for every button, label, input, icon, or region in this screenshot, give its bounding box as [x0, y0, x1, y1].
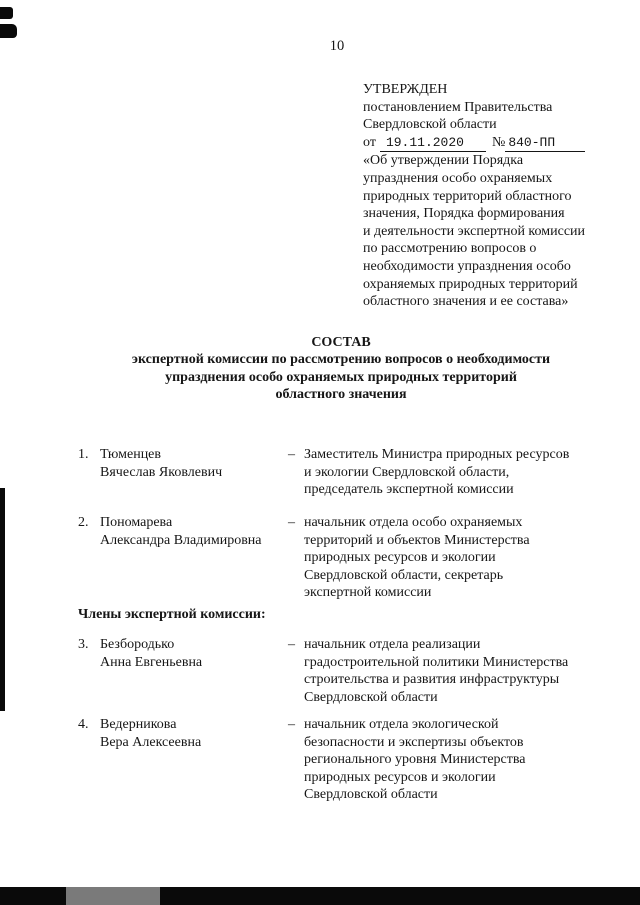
approval-quote-line: областного значения и ее состава»	[363, 294, 569, 310]
section-heading-members: Члены экспертной комиссии:	[78, 607, 266, 622]
member-row-1	[78, 446, 569, 499]
member-name: Ведерникова Вера Алексеевна	[100, 717, 202, 750]
approval-authority-line: постановлением Правительства	[363, 99, 553, 115]
scan-mark-top-left-2	[0, 24, 17, 38]
approval-status: УТВЕРЖДЕН	[363, 82, 448, 97]
approval-block	[363, 81, 631, 311]
scan-mark-top-left-1	[0, 7, 13, 19]
approval-quote-line: природных территорий областного	[363, 188, 572, 204]
member-role: начальник отдела особо охраняемых территорий и объектов Министерства природных ресурсов и экологии Свердловской области, секретарь экспертной комиссии	[304, 515, 530, 600]
document-title	[62, 334, 620, 403]
separator-dash: –	[288, 717, 295, 732]
approval-quote-line: и деятельности экспертной комиссии	[363, 223, 586, 239]
separator-dash: –	[288, 637, 295, 652]
approval-quote-line: «Об утверждении Порядка	[363, 153, 524, 169]
member-number: 4.	[78, 717, 89, 732]
title-line-4: областного значения	[275, 386, 407, 402]
member-number: 2.	[78, 515, 89, 530]
page-number: 10	[329, 38, 345, 54]
scan-bar-bottom-gray-segment	[66, 887, 160, 905]
approval-quote-line: упразднения особо охраняемых	[363, 170, 553, 186]
approval-doc-number: 840-ПП	[505, 134, 585, 153]
approval-date-value: 19.11.2020	[380, 134, 486, 153]
separator-dash: –	[288, 447, 295, 462]
scan-streak-left-edge	[0, 488, 5, 711]
scan-bar-bottom	[0, 887, 640, 905]
member-row-4	[78, 716, 526, 804]
member-name: Безбородько Анна Евгеньевна	[100, 637, 203, 670]
member-number: 3.	[78, 637, 89, 652]
member-role: начальник отдела экологической безопасности и экспертизы объектов регионального уровня Министерства природных ресурсов и экологии Свердловской области	[304, 717, 526, 802]
approval-quote-line: необходимости упразднения особо	[363, 258, 571, 274]
member-role: начальник отдела реализации градостроительной политики Министерства строительства и развития инфраструктуры Свердловской области	[304, 637, 569, 705]
member-number: 1.	[78, 447, 89, 462]
approval-quote-line: охраняемых природных территорий	[363, 276, 578, 292]
title-line-3: упразднения особо охраняемых природных территорий	[165, 369, 517, 385]
member-name: Тюменцев Вячеслав Яковлевич	[100, 447, 223, 480]
approval-quote-line: значения, Порядка формирования	[363, 206, 565, 222]
member-role: Заместитель Министра природных ресурсов и экологии Свердловской области, председатель экспертной комиссии	[304, 447, 570, 497]
member-row-3	[78, 636, 568, 706]
member-row-2	[78, 514, 530, 602]
approval-region-line: Свердловской области	[363, 117, 497, 133]
member-name: Пономарева Александра Владимировна	[100, 515, 262, 548]
approval-date-line	[363, 134, 631, 153]
title-line-2: экспертной комиссии по рассмотрению вопросов о необходимости	[131, 352, 551, 368]
number-sign: №	[491, 134, 506, 150]
date-prefix: от	[363, 134, 376, 150]
title-line-1: СОСТАВ	[311, 335, 371, 350]
separator-dash: –	[288, 515, 295, 530]
approval-quote-line: по рассмотрению вопросов о	[363, 241, 537, 257]
